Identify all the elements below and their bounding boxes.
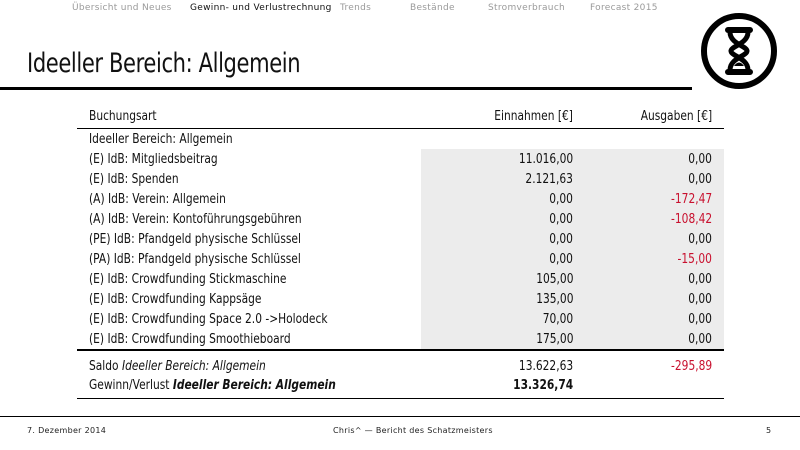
row-income: 70,00: [421, 309, 585, 329]
table-row: [77, 249, 724, 269]
group-label-row: [77, 129, 724, 150]
row-income: 0,00: [421, 229, 585, 249]
row-label: (A) IdB: Verein: Allgemein: [89, 191, 226, 207]
table-row: [77, 289, 724, 309]
row-expense: 0,00: [585, 269, 724, 289]
row-income: 175,00: [421, 329, 585, 350]
row-expense: -108,42: [585, 209, 724, 229]
row-label: (E) IdB: Spenden: [89, 171, 179, 187]
row-expense: 0,00: [585, 149, 724, 169]
result-value: 13.326,74: [512, 377, 573, 393]
column-header-type: Buchungsart: [77, 105, 421, 129]
table-bottom-rule: [77, 398, 724, 399]
row-label: (E) IdB: Crowdfunding Smoothieboard: [89, 331, 291, 347]
nav-item-profit-loss[interactable]: Gewinn- und Verlustrechnung: [190, 3, 332, 13]
row-expense: 0,00: [585, 169, 724, 189]
footer-divider: [0, 416, 800, 417]
booking-table: [77, 105, 724, 399]
saldo-expense: -295,89: [585, 350, 724, 375]
title-divider: [0, 87, 692, 90]
table-row: [77, 149, 724, 169]
hourglass-logo-icon: [700, 12, 778, 90]
nav-item-power-usage[interactable]: Stromverbrauch: [488, 3, 566, 13]
row-label: (PA) IdB: Pfandgeld physische Schlüssel: [89, 251, 301, 267]
nav-item-forecast[interactable]: Forecast 2015: [590, 3, 658, 13]
table-row: [77, 329, 724, 350]
row-label: (E) IdB: Crowdfunding Kappsäge: [89, 291, 262, 307]
column-header-income: Einnahmen [€]: [421, 105, 585, 129]
table-header-row: [77, 105, 724, 129]
row-expense: -172,47: [585, 189, 724, 209]
result-row: [77, 375, 724, 398]
footer-author-title: Chris^ — Bericht des Schatzmeisters: [333, 426, 493, 435]
row-income: 0,00: [421, 189, 585, 209]
row-label: (E) IdB: Mitgliedsbeitrag: [89, 151, 218, 167]
row-income: 2.121,63: [421, 169, 585, 189]
group-label: Ideeller Bereich: Allgemein: [89, 131, 233, 147]
column-header-expense: Ausgaben [€]: [585, 105, 724, 129]
table-row: [77, 209, 724, 229]
row-income: 135,00: [421, 289, 585, 309]
table-row: [77, 229, 724, 249]
row-expense: 0,00: [585, 229, 724, 249]
top-navigation: [0, 3, 800, 17]
nav-item-overview[interactable]: Übersicht und Neues: [72, 3, 172, 13]
saldo-income: 13.622,63: [421, 350, 585, 375]
row-expense: 0,00: [585, 329, 724, 350]
table-row: [77, 269, 724, 289]
row-label: (E) IdB: Crowdfunding Stickmaschine: [89, 271, 287, 287]
result-label: Gewinn/Verlust Ideeller Bereich: Allgemein: [89, 377, 336, 393]
row-label: (PE) IdB: Pfandgeld physische Schlüssel: [89, 231, 301, 247]
footer-page-number: 5: [766, 426, 772, 435]
row-expense: 0,00: [585, 289, 724, 309]
row-expense: -15,00: [585, 249, 724, 269]
table-row: [77, 309, 724, 329]
row-income: 11.016,00: [421, 149, 585, 169]
saldo-row: [77, 350, 724, 375]
saldo-label: Saldo Ideeller Bereich: Allgemein: [77, 350, 421, 375]
footer-date: 7. Dezember 2014: [27, 426, 107, 435]
page-title: Ideeller Bereich: Allgemein: [27, 48, 301, 79]
row-label: (E) IdB: Crowdfunding Space 2.0 ->Holodeck: [89, 311, 328, 327]
row-income: 105,00: [421, 269, 585, 289]
row-income: 0,00: [421, 249, 585, 269]
nav-item-trends[interactable]: Trends: [340, 3, 372, 13]
table-row: [77, 169, 724, 189]
table-row: [77, 189, 724, 209]
nav-item-inventory[interactable]: Bestände: [410, 3, 455, 13]
row-income: 0,00: [421, 209, 585, 229]
row-label: (A) IdB: Verein: Kontoführungsgebühren: [89, 211, 302, 227]
row-expense: 0,00: [585, 309, 724, 329]
